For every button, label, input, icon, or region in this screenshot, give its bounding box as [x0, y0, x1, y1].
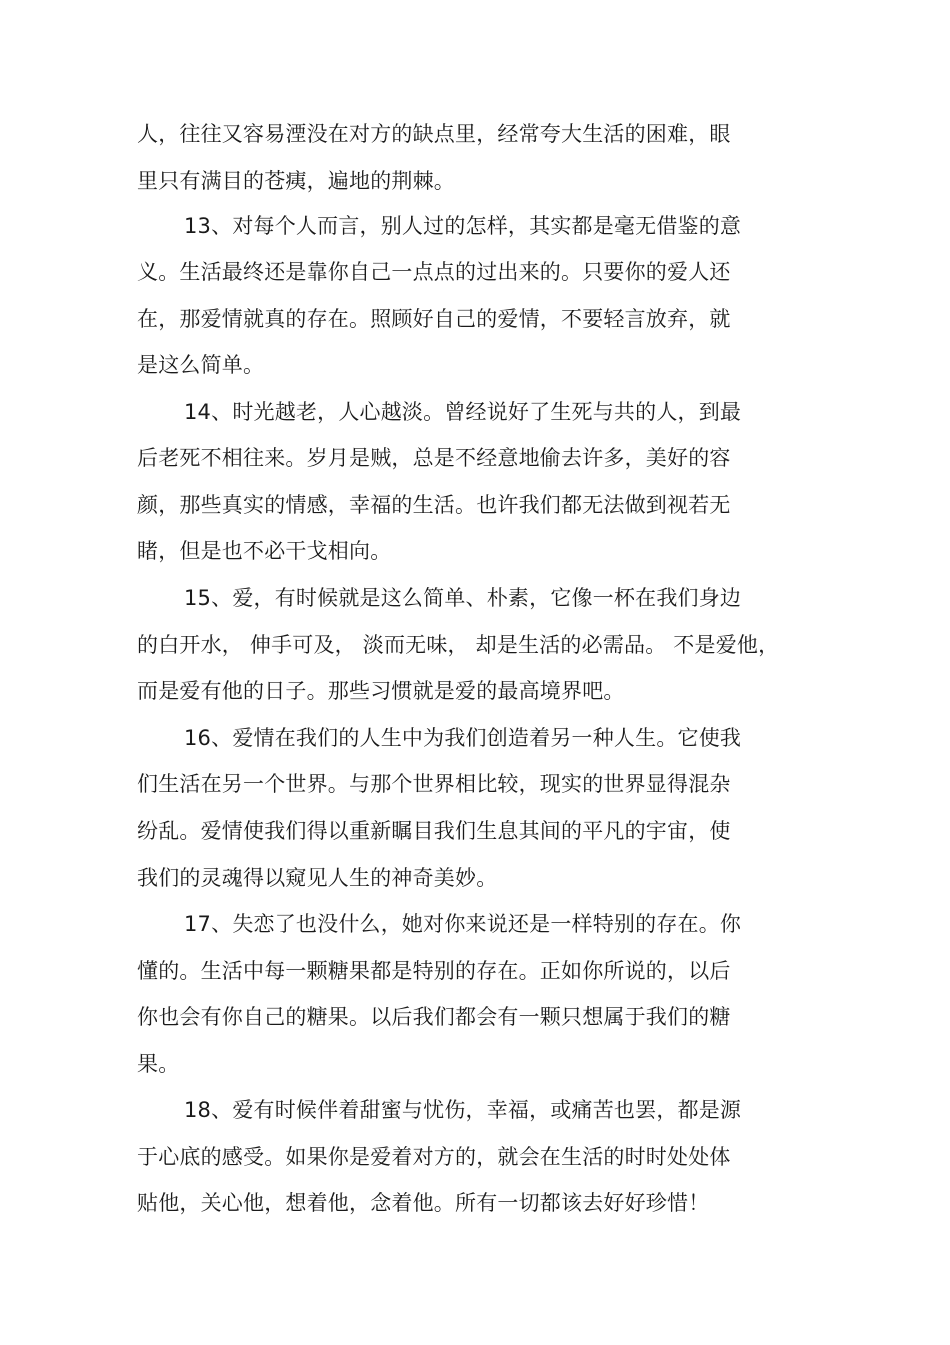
- text-line: 颜，那些真实的情感，幸福的生活。也许我们都无法做到视若无: [137, 493, 731, 517]
- paragraph-15-start: 15、爱，有时候就是这么简单、朴素，它像一杯在我们身边: [184, 586, 742, 610]
- text-line: 贴他，关心他，想着他，念着他。所有一切都该去好好珍惜！: [137, 1191, 710, 1215]
- text-line: 果。: [137, 1052, 180, 1076]
- text-line: 们生活在另一个世界。与那个世界相比较，现实的世界显得混杂: [137, 772, 731, 796]
- text-line: 人，往往又容易湮没在对方的缺点里，经常夸大生活的困难，眼: [137, 122, 731, 146]
- text-line: 里只有满目的苍痍，遍地的荆棘。: [137, 169, 455, 193]
- paragraph-18-start: 18、爱有时候伴着甜蜜与忧伤，幸福，或痛苦也罢，都是源: [184, 1098, 742, 1122]
- text-line: 我们的灵魂得以窥见人生的神奇美妙。: [137, 866, 498, 890]
- text-line: 的白开水， 伸手可及， 淡而无味， 却是生活的必需品。 不是爱他，: [137, 633, 780, 657]
- paragraph-17-start: 17、失恋了也没什么，她对你来说还是一样特别的存在。你: [184, 912, 742, 936]
- text-line: 于心底的感受。如果你是爱着对方的，就会在生活的时时处处体: [137, 1145, 731, 1169]
- text-line: 义。生活最终还是靠你自己一点点的过出来的。只要你的爱人还: [137, 260, 731, 284]
- text-line: 你也会有你自己的糖果。以后我们都会有一颗只想属于我们的糖: [137, 1005, 731, 1029]
- paragraph-14-start: 14、时光越老，人心越淡。曾经说好了生死与共的人，到最: [184, 400, 742, 424]
- paragraph-13-start: 13、对每个人而言，别人过的怎样，其实都是毫无借鉴的意: [184, 214, 742, 238]
- text-line: 睹，但是也不必干戈相向。: [137, 539, 392, 563]
- text-line: 在，那爱情就真的存在。照顾好自己的爱情，不要轻言放弃，就: [137, 307, 731, 331]
- text-line: 是这么简单。: [137, 353, 265, 377]
- paragraph-16-start: 16、爱情在我们的人生中为我们创造着另一种人生。它使我: [184, 726, 742, 750]
- text-line: 懂的。生活中每一颗糖果都是特别的存在。正如你所说的，以后: [137, 959, 731, 983]
- text-line: 而是爱有他的日子。那些习惯就是爱的最高境界吧。: [137, 679, 625, 703]
- text-line: 纷乱。爱情使我们得以重新瞩目我们生息其间的平凡的宇宙，使: [137, 819, 731, 843]
- text-line: 后老死不相往来。岁月是贼，总是不经意地偷去许多，美好的容: [137, 446, 731, 470]
